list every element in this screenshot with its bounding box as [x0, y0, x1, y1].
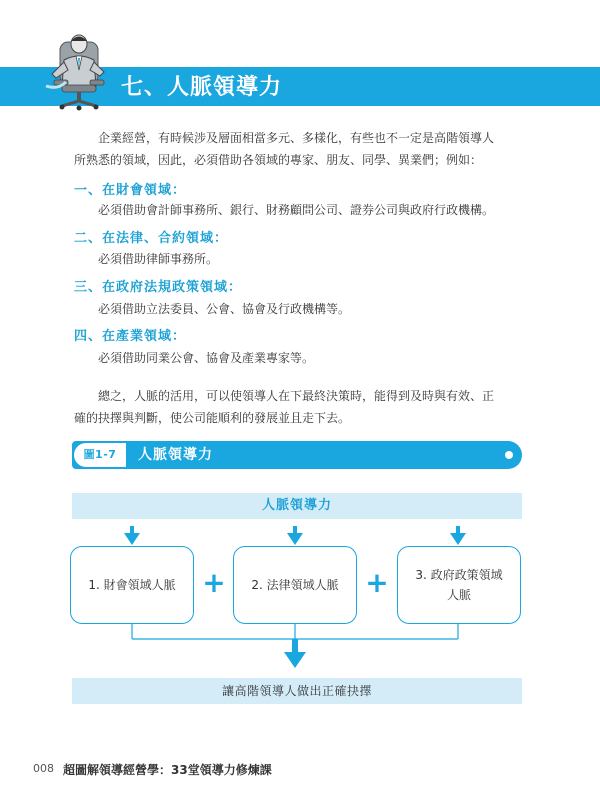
diagram-top-label: 人脈領導力 [72, 493, 522, 519]
box-finance-line-1: 1. 財會領域人脈 [88, 578, 176, 592]
box-policy-line-1: 3. 政府政策領域 [415, 568, 503, 582]
section-body-legal: 必須借助律師事務所。 [98, 252, 219, 266]
chapter-title: 七、人脈領導力 [121, 75, 283, 100]
book-title: 超圖解領導經營學：33堂領導力修煉課 [63, 763, 272, 777]
conclusion-line-1: 總之，人脈的活用，可以使領導人在下最終決策時，能得到及時與有效、正 [98, 389, 495, 403]
section-body-policy: 必須借助立法委員、公會、協會及行政機構等。 [98, 302, 351, 316]
diagram-result-label: 讓高階領導人做出正確抉擇 [72, 678, 522, 704]
figure-title: 人脈領導力 [138, 447, 213, 463]
section-body-industry: 必須借助同業公會、協會及產業專家等。 [98, 351, 315, 365]
section-heading-industry: 四、在產業領域： [74, 329, 187, 344]
section-heading-policy: 三、在政府法規政策領域： [74, 280, 243, 295]
plus-icon: + [202, 566, 226, 599]
figure-number: 圖1-7 [72, 441, 128, 469]
page-number: 008 [33, 762, 54, 775]
section-heading-finance: 一、在財會領域： [74, 183, 187, 198]
diagram-box-legal [233, 546, 357, 624]
section-heading-legal: 二、在法律、合約領域： [74, 231, 229, 246]
box-legal-line-1: 2. 法律領域人脈 [251, 578, 339, 592]
intro-line-1: 企業經營，有時候涉及層面相當多元、多樣化，有些也不一定是高階領導人 [98, 131, 495, 145]
intro-line-2: 所熟悉的領域，因此，必須借助各領域的專家、朋友、同學、異業們；例如： [74, 153, 483, 167]
section-body-finance: 必須借助會計師事務所、銀行、財務顧問公司、證券公司與政府行政機構。 [98, 203, 495, 217]
diagram-box-policy [397, 546, 521, 624]
diagram-box-finance [70, 546, 194, 624]
conclusion-line-2: 確的抉擇與判斷，使公司能順利的發展並且走下去。 [74, 411, 351, 425]
box-policy-line-2: 人脈 [446, 588, 471, 602]
plus-icon: + [365, 566, 389, 599]
